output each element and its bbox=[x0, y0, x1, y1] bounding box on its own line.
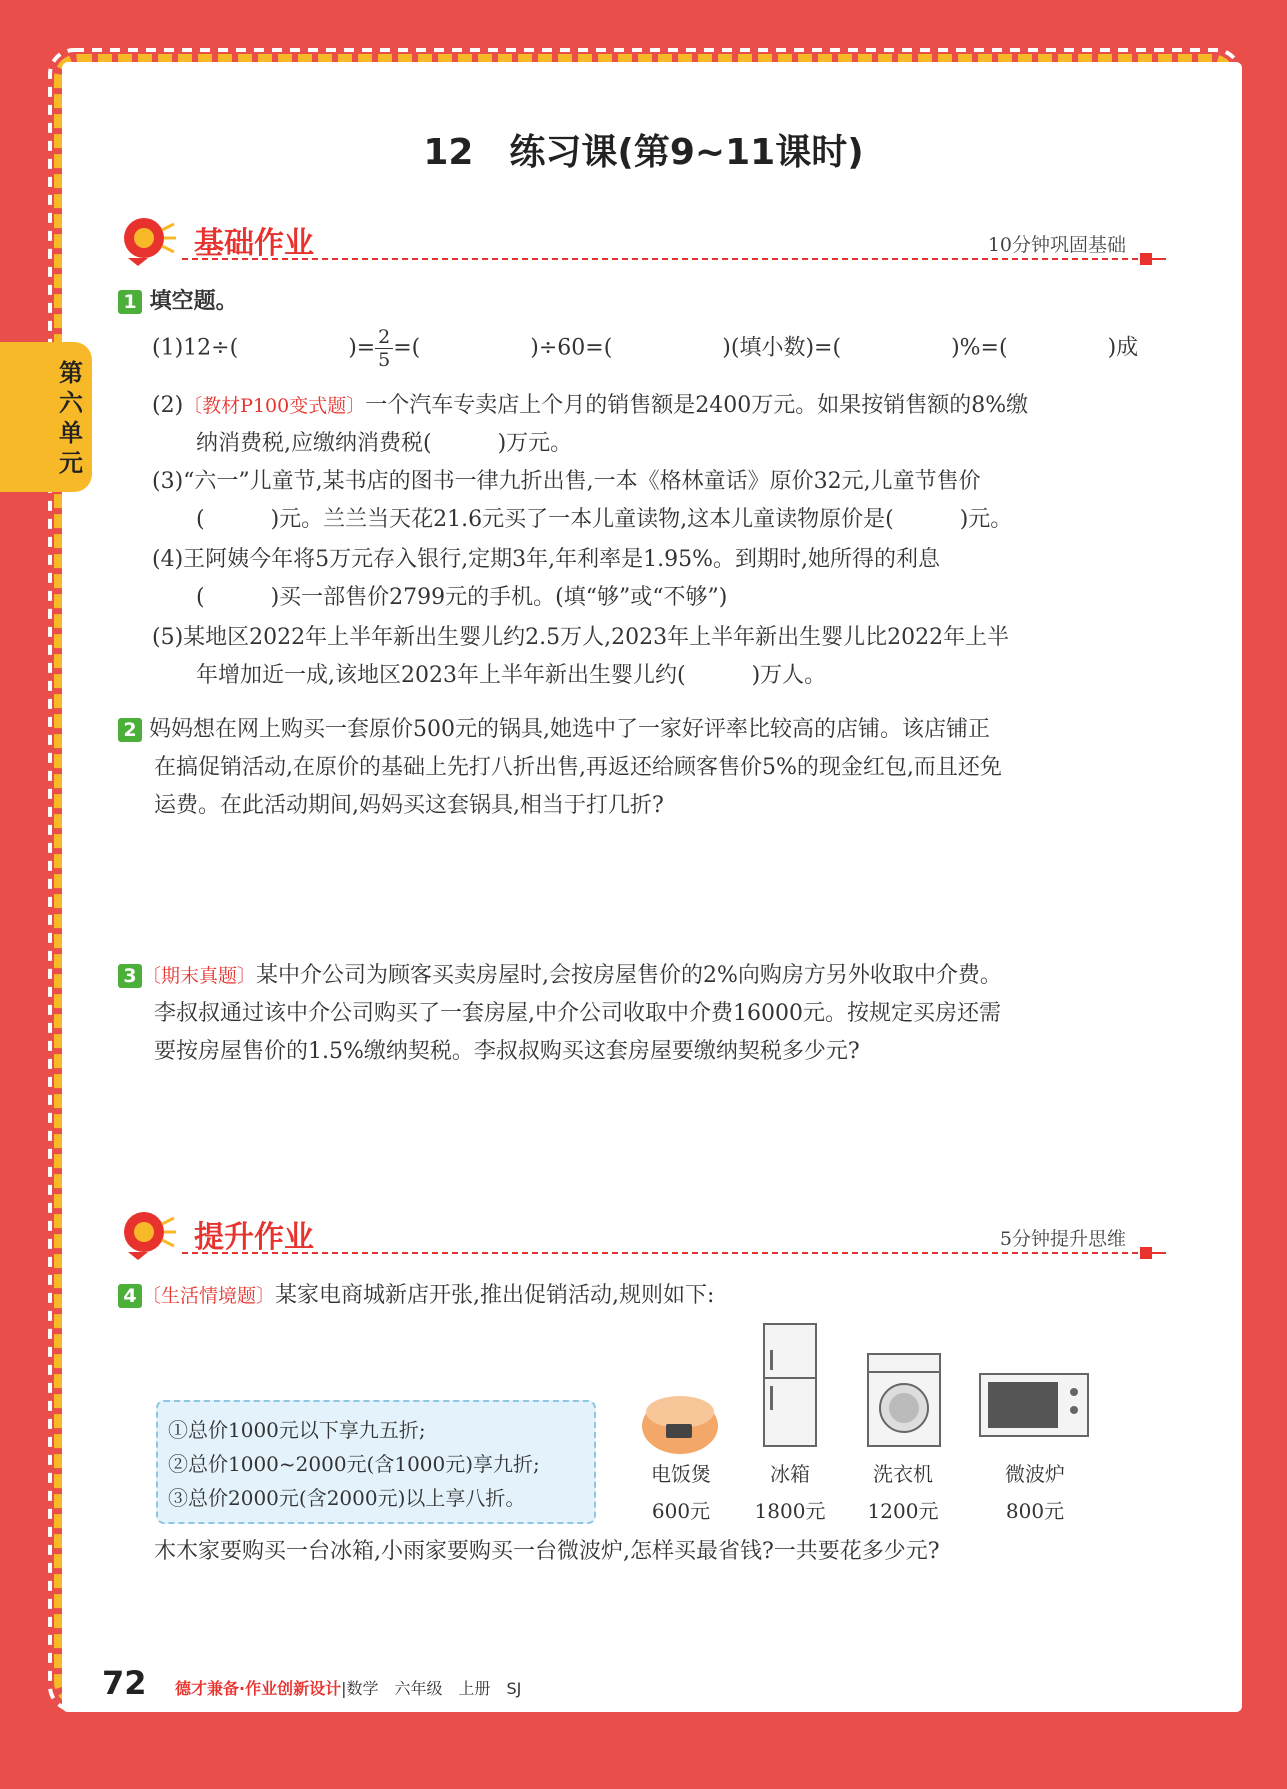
page-title: 12 练习课(第9~11课时) bbox=[423, 132, 864, 173]
product-price: 800元 bbox=[1005, 1499, 1065, 1523]
text: )= bbox=[348, 335, 376, 361]
q1-item-2-line1 bbox=[152, 388, 1028, 419]
source-tag: 〔生活情境题〕 bbox=[142, 1285, 276, 1307]
megaphone-icon bbox=[118, 1206, 178, 1262]
product-name: 洗衣机 bbox=[873, 1462, 933, 1486]
product-name: 冰箱 bbox=[770, 1462, 810, 1486]
fraction-denominator: 5 bbox=[378, 349, 391, 371]
question-number-badge: 2 bbox=[118, 718, 142, 742]
source-tag: 〔期末真题〕 bbox=[142, 965, 257, 987]
text: )成 bbox=[1107, 335, 1139, 361]
fraction-numerator: 2 bbox=[378, 326, 391, 348]
section-note: 5分钟提升思维 bbox=[999, 1228, 1126, 1250]
rule-item: ③总价2000元(含2000元)以上享八折。 bbox=[168, 1486, 526, 1510]
text: =( bbox=[393, 335, 421, 361]
section-note: 10分钟巩固基础 bbox=[987, 234, 1126, 256]
product-fridge bbox=[735, 1458, 845, 1524]
rule-item: ①总价1000元以下享九五折; bbox=[168, 1418, 426, 1442]
question-number-badge: 3 bbox=[118, 964, 142, 988]
q1-item-4-line2: ( )买一部售价2799元的手机。(填“够”或“不够”) bbox=[196, 585, 728, 610]
question-3-line2: 李叔叔通过该中介公司购买了一套房屋,中介公司收取中介费16000元。按规定买房还需 bbox=[154, 1001, 1001, 1026]
unit-side-tab bbox=[0, 342, 92, 492]
divider-end-marker bbox=[1140, 1247, 1152, 1259]
q1-item-5-line1: (5)某地区2022年上半年新出生婴儿约2.5万人,2023年上半年新出生婴儿比2022年上半 bbox=[152, 625, 1010, 650]
text: )÷60=( bbox=[530, 335, 613, 361]
text: )%=( bbox=[951, 335, 1008, 361]
section-title: 基础作业 bbox=[194, 226, 314, 261]
section-divider bbox=[182, 258, 1158, 260]
question-4-line1 bbox=[118, 1278, 714, 1309]
text: (1)12÷( bbox=[152, 335, 239, 361]
question-2-line3: 运费。在此活动期间,妈妈买这套锅具,相当于打几折? bbox=[154, 793, 664, 818]
question-1-heading bbox=[118, 284, 238, 315]
question-2-line1 bbox=[118, 712, 990, 743]
question-3-line1 bbox=[118, 958, 1002, 989]
rule-item: ②总价1000~2000元(含1000元)享九折; bbox=[168, 1452, 540, 1476]
q1-item-5-line2: 年增加近一成,该地区2023年上半年新出生婴儿约( )万人。 bbox=[196, 663, 827, 688]
microwave-icon bbox=[976, 1370, 1092, 1440]
product-microwave bbox=[980, 1458, 1090, 1524]
text: 某中介公司为顾客买卖房屋时,会按房屋售价的2%向购房方另外收取中介费。 bbox=[256, 963, 1002, 988]
product-price: 1200元 bbox=[867, 1499, 939, 1523]
product-price: 1800元 bbox=[754, 1499, 826, 1523]
divider-end-marker bbox=[1140, 253, 1152, 265]
question-number-badge: 1 bbox=[118, 290, 142, 314]
text: (2) bbox=[152, 393, 184, 418]
promotion-rules-box bbox=[156, 1400, 596, 1524]
footer-subject: |数学 六年级 上册 SJ bbox=[341, 1679, 522, 1698]
question-number-badge: 4 bbox=[118, 1284, 142, 1308]
footer-brand: 德才兼备·作业创新设计 bbox=[175, 1679, 342, 1698]
q1-item-3-line2: ( )元。兰兰当天花21.6元买了一本儿童读物,这本儿童读物原价是( )元。 bbox=[196, 507, 1013, 532]
unit-label: 第六单元 bbox=[59, 359, 83, 477]
footer-info bbox=[175, 1676, 521, 1699]
megaphone-icon bbox=[118, 212, 178, 268]
section-divider bbox=[182, 1252, 1158, 1254]
fraction bbox=[375, 326, 393, 371]
question-3-line3: 要按房屋售价的1.5%缴纳契税。李叔叔购买这套房屋要缴纳契税多少元? bbox=[154, 1039, 860, 1064]
q1-item-2-line2: 纳消费税,应缴纳消费税( )万元。 bbox=[196, 431, 573, 456]
section-title: 提升作业 bbox=[194, 1220, 314, 1255]
text: 某家电商城新店开张,推出促销活动,规则如下: bbox=[275, 1283, 715, 1308]
question-1-title: 填空题。 bbox=[149, 289, 238, 314]
text: 一个汽车专卖店上个月的销售额是2400万元。如果按销售额的8%缴 bbox=[365, 393, 1029, 418]
product-washing-machine bbox=[848, 1458, 958, 1524]
q1-item-4-line1: (4)王阿姨今年将5万元存入银行,定期3年,年利率是1.95%。到期时,她所得的利息 bbox=[152, 547, 941, 572]
rice-cooker-icon bbox=[636, 1380, 726, 1460]
section-advanced-header bbox=[118, 1206, 1158, 1262]
q1-item-1 bbox=[152, 326, 1138, 371]
product-name: 电饭煲 bbox=[651, 1462, 711, 1486]
fridge-icon bbox=[760, 1320, 820, 1450]
text: 妈妈想在网上购买一套原价500元的锅具,她选中了一家好评率比较高的店铺。该店铺正 bbox=[149, 717, 990, 742]
product-rice-cooker bbox=[626, 1458, 736, 1524]
question-4-question: 木木家要购买一台冰箱,小雨家要购买一台微波炉,怎样买最省钱?一共要花多少元? bbox=[154, 1539, 940, 1564]
washing-machine-icon bbox=[864, 1350, 944, 1450]
divider-end-line bbox=[1152, 258, 1166, 260]
divider-end-line bbox=[1152, 1252, 1166, 1254]
q1-item-3-line1: (3)“六一”儿童节,某书店的图书一律九折出售,一本《格林童话》原价32元,儿童节售价 bbox=[152, 469, 981, 494]
source-tag: 〔教材P100变式题〕 bbox=[183, 395, 366, 417]
text: )(填小数)=( bbox=[722, 335, 842, 361]
section-basic-header bbox=[118, 212, 1158, 268]
product-price: 600元 bbox=[651, 1499, 711, 1523]
product-name: 微波炉 bbox=[1005, 1462, 1065, 1486]
question-2-line2: 在搞促销活动,在原价的基础上先打八折出售,再返还给顾客售价5%的现金红包,而且还免 bbox=[154, 755, 1002, 780]
page-number: 72 bbox=[102, 1664, 147, 1702]
